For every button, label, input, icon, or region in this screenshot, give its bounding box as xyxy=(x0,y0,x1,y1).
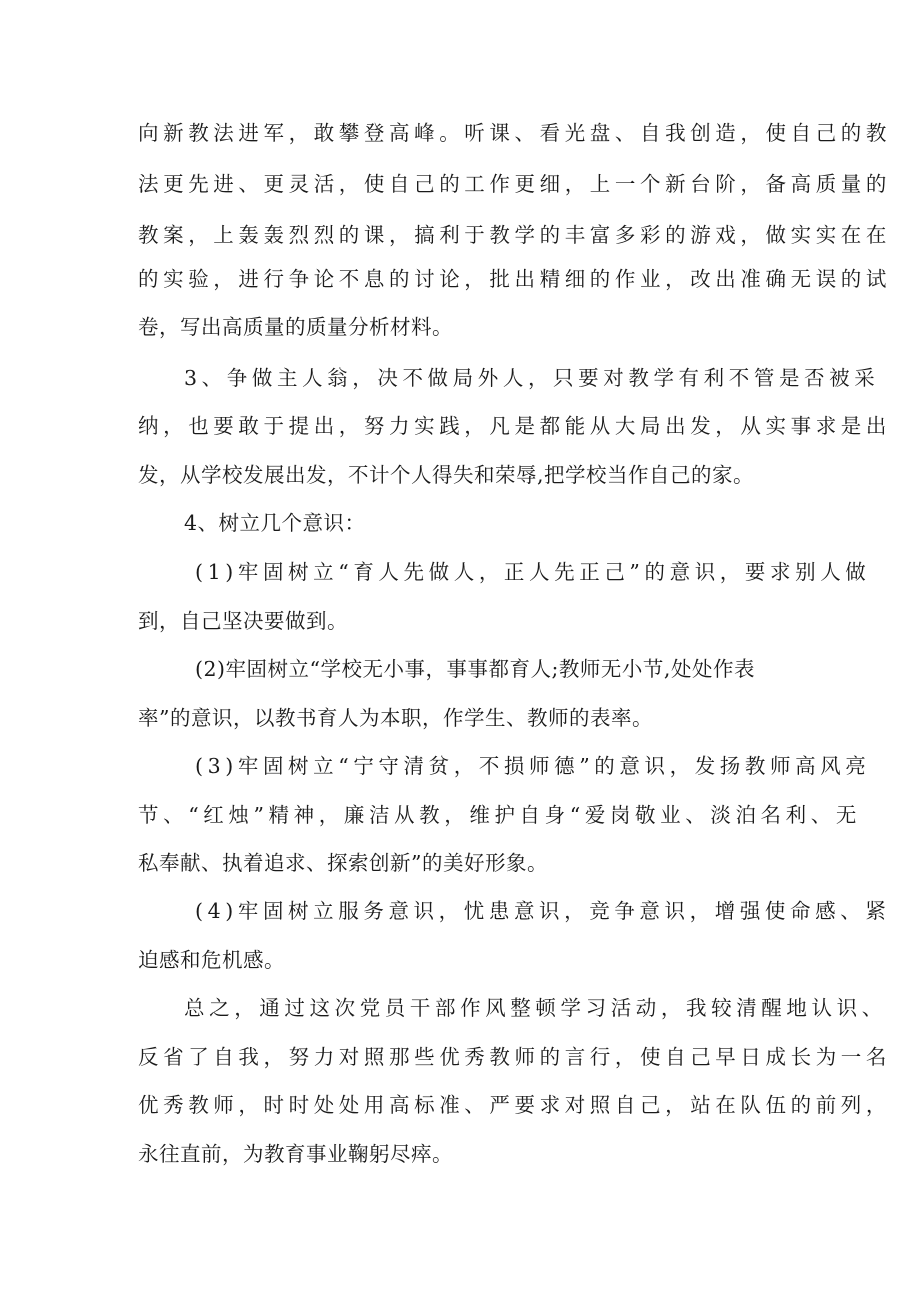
text-line: 永往直前，为教育事业鞠躬尽瘁。 xyxy=(138,1142,453,1166)
summary-first-line: 总之，通过这次党员干部作风整顿学习活动，我较清醒地认识、 xyxy=(184,996,887,1020)
text-line: 法更先进、更灵活，使自己的工作更细，上一个新台阶，备高质量的 xyxy=(138,172,891,196)
item-3-line: (3)牢固树立“宁守清贫，不损师德”的意识，发扬教师高风亮 xyxy=(195,754,871,778)
text-line: 向新教法进军，敢攀登高峰。听课、看光盘、自我创造，使自己的教 xyxy=(138,121,891,145)
text-line: 反省了自我，努力对照那些优秀教师的言行，使自己早日成长为一名 xyxy=(138,1045,891,1069)
item-2-line: (2)牢固树立“学校无小事，事事都育人;教师无小节,处处作表 xyxy=(195,657,755,681)
text-line: 率”的意识，以教书育人为本职，作学生、教师的表率。 xyxy=(138,706,653,730)
text-line: 到，自己坚决要做到。 xyxy=(138,609,348,633)
text-line: 节、“红烛”精神，廉洁从教，维护自身“爱岗敬业、淡泊名利、无 xyxy=(138,803,861,827)
paragraph-3-heading-line: 3、争做主人翁，决不做局外人，只要对教学有利不管是否被采 xyxy=(184,366,880,390)
item-4-line: (4)牢固树立服务意识，忧患意识，竞争意识，增强使命感、紧 xyxy=(195,899,891,923)
paragraph-4-heading: 4、树立几个意识： xyxy=(184,511,366,535)
text-line: 优秀教师，时时处处用高标准、严要求对照自己，站在队伍的前列， xyxy=(138,1093,891,1117)
text-line: 迫感和危机感。 xyxy=(138,948,285,972)
text-line: 的实验，进行争论不息的讨论，批出精细的作业，改出准确无误的试 xyxy=(138,267,891,291)
text-line: 纳，也要敢于提出，努力实践，凡是都能从大局出发，从实事求是出 xyxy=(138,414,891,438)
item-1-line: (1)牢固树立“育人先做人，正人先正己”的意识，要求别人做 xyxy=(195,560,871,584)
text-line: 教案，上轰轰烈烈的课，搞利于教学的丰富多彩的游戏，做实实在在 xyxy=(138,223,891,247)
text-line: 私奉献、执着追求、探索创新”的美好形象。 xyxy=(138,851,548,875)
text-line: 卷，写出高质量的质量分析材料。 xyxy=(138,315,453,339)
text-line: 发，从学校发展出发，不计个人得失和荣辱,把学校当作自己的家。 xyxy=(138,463,755,487)
